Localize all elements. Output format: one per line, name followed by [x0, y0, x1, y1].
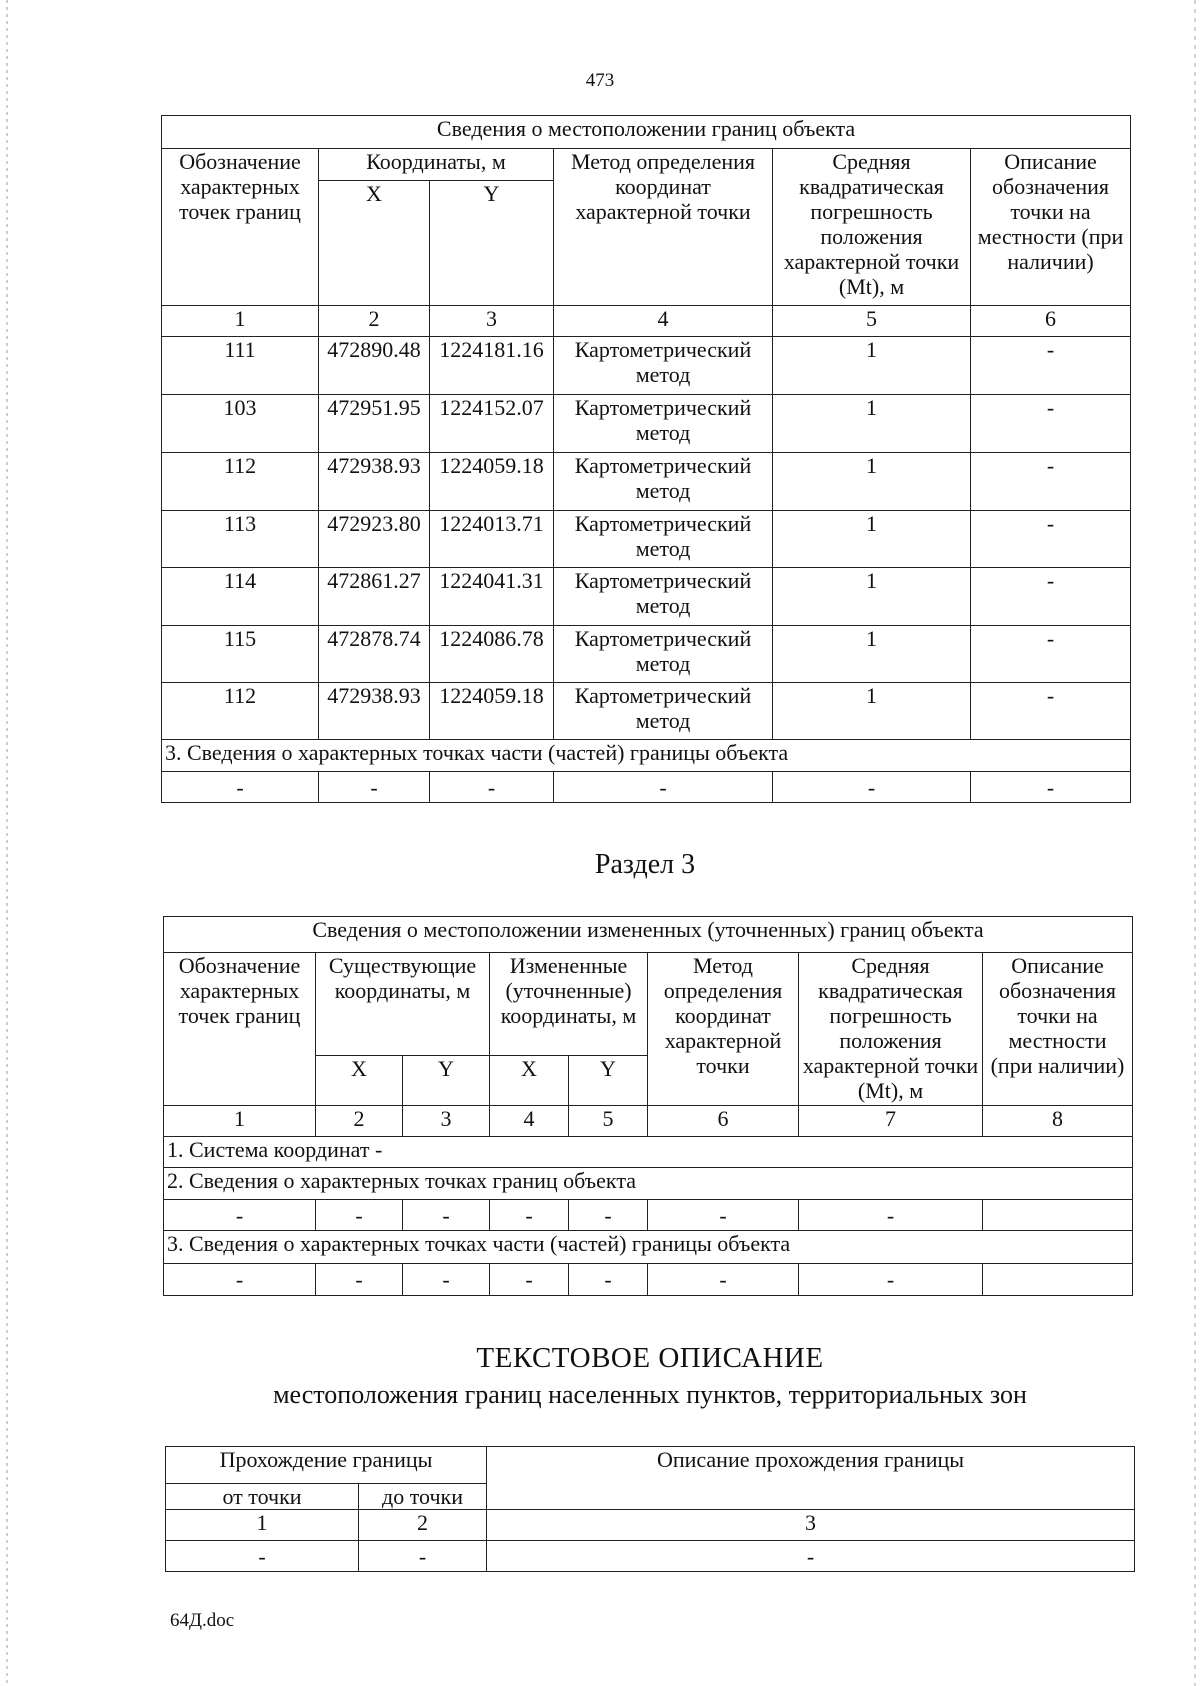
column-number: 8 [983, 1106, 1133, 1137]
mean-error: 1 [773, 337, 971, 395]
empty-value: - [430, 772, 554, 803]
empty-value: - [799, 1264, 983, 1296]
point-id: 113 [162, 511, 319, 568]
mean-error: 1 [773, 568, 971, 626]
column-number: 3 [430, 306, 554, 337]
empty-value: - [490, 1264, 569, 1296]
table-row [166, 1541, 1135, 1572]
header-point-designation: Обозначение характерных точек границ [164, 953, 316, 1106]
table-row [162, 683, 1131, 740]
mean-error: 1 [773, 626, 971, 683]
section-2-label: 2. Сведения о характерных точках границ объекта [164, 1168, 1133, 1200]
header-to-point: до точки [359, 1484, 487, 1510]
scan-edge-left [6, 0, 8, 1686]
empty-value: - [569, 1264, 648, 1296]
point-description: - [971, 568, 1131, 626]
point-id: 111 [162, 337, 319, 395]
point-id: 115 [162, 626, 319, 683]
coord-x: 472938.93 [319, 683, 430, 740]
point-description: - [971, 453, 1131, 511]
text-description-subheading: местоположения границ населенных пунктов, территориальных зон [273, 1380, 1027, 1409]
coord-x: 472951.95 [319, 395, 430, 453]
empty-value: - [164, 1264, 316, 1296]
coord-y: 1224152.07 [430, 395, 554, 453]
scan-edge-right [1194, 0, 1196, 1686]
empty-value [983, 1264, 1133, 1296]
boundary-coordinates-table [161, 115, 1131, 803]
coord-y: 1224059.18 [430, 683, 554, 740]
column-number: 2 [316, 1106, 403, 1137]
header-description: Описание обозначения точки на местности (при наличии) [971, 149, 1131, 306]
column-number: 6 [971, 306, 1131, 337]
empty-value [983, 1200, 1133, 1231]
mean-error: 1 [773, 511, 971, 568]
empty-value: - [403, 1200, 490, 1231]
coord-x: 472890.48 [319, 337, 430, 395]
column-number: 3 [403, 1106, 490, 1137]
coord-x: 472938.93 [319, 453, 430, 511]
table-row [162, 626, 1131, 683]
text-description-heading: ТЕКСТОВОЕ ОПИСАНИЕ [476, 1342, 824, 1374]
table-row [162, 453, 1131, 511]
boundary-passage-table [165, 1446, 1135, 1572]
column-number: 1 [162, 306, 319, 337]
header-changed-coordinates: Измененные (уточненные) координаты, м [490, 953, 648, 1056]
empty-value: - [569, 1200, 648, 1231]
coord-y: 1224013.71 [430, 511, 554, 568]
empty-value: - [490, 1200, 569, 1231]
table-title: Сведения о местоположении границ объекта [162, 116, 1131, 149]
header-passage-description: Описание прохождения границы [487, 1447, 1135, 1510]
empty-value: - [799, 1200, 983, 1231]
table-title: Сведения о местоположении измененных (уточненных) границ объекта [164, 917, 1133, 953]
header-method: Метод определения координат характерной точки [554, 149, 773, 306]
column-number: 5 [773, 306, 971, 337]
column-number: 6 [648, 1106, 799, 1137]
section-heading: Раздел 3 [594, 849, 696, 880]
empty-value: - [773, 772, 971, 803]
header-from-point: от точки [166, 1484, 359, 1510]
column-number: 4 [490, 1106, 569, 1137]
coord-y: 1224041.31 [430, 568, 554, 626]
changed-boundaries-table [163, 916, 1133, 1296]
header-y: Y [569, 1056, 648, 1106]
section-3-label: 3. Сведения о характерных точках части (частей) границы объекта [162, 740, 1131, 772]
table-row [164, 1264, 1133, 1296]
table-row [162, 511, 1131, 568]
section-3-label: 3. Сведения о характерных точках части (частей) границы объекта [164, 1231, 1133, 1264]
method: Картометрический метод [554, 453, 773, 511]
empty-value: - [487, 1541, 1135, 1572]
header-point-designation: Обозначение характерных точек границ [162, 149, 319, 306]
header-y: Y [403, 1056, 490, 1106]
empty-value: - [648, 1200, 799, 1231]
empty-value: - [316, 1264, 403, 1296]
header-y: Y [430, 181, 554, 306]
empty-value: - [162, 772, 319, 803]
empty-value: - [554, 772, 773, 803]
header-boundary-passage: Прохождение границы [166, 1447, 487, 1484]
method: Картометрический метод [554, 568, 773, 626]
point-id: 112 [162, 453, 319, 511]
table-row [162, 395, 1131, 453]
empty-value: - [319, 772, 430, 803]
header-mean-error: Средняя квадратическая погрешность положения характерной точки (Mt), м [773, 149, 971, 306]
column-number: 5 [569, 1106, 648, 1137]
column-number: 1 [166, 1510, 359, 1541]
coord-y: 1224181.16 [430, 337, 554, 395]
mean-error: 1 [773, 683, 971, 740]
empty-value: - [971, 772, 1131, 803]
header-existing-coordinates: Существующие координаты, м [316, 953, 490, 1056]
empty-value: - [316, 1200, 403, 1231]
column-number: 3 [487, 1510, 1135, 1541]
column-number: 1 [164, 1106, 316, 1137]
method: Картометрический метод [554, 337, 773, 395]
mean-error: 1 [773, 453, 971, 511]
page-number: 473 [585, 70, 615, 91]
point-description: - [971, 395, 1131, 453]
method: Картометрический метод [554, 683, 773, 740]
method: Картометрический метод [554, 626, 773, 683]
column-number: 4 [554, 306, 773, 337]
coord-x: 472878.74 [319, 626, 430, 683]
table-row [162, 772, 1131, 803]
header-x: X [490, 1056, 569, 1106]
point-description: - [971, 511, 1131, 568]
header-x: X [319, 181, 430, 306]
point-description: - [971, 337, 1131, 395]
header-coordinates: Координаты, м [319, 149, 554, 181]
coord-x: 472861.27 [319, 568, 430, 626]
table-row [164, 1200, 1133, 1231]
coord-y: 1224059.18 [430, 453, 554, 511]
method: Картометрический метод [554, 511, 773, 568]
coord-y: 1224086.78 [430, 626, 554, 683]
mean-error: 1 [773, 395, 971, 453]
column-number: 2 [359, 1510, 487, 1541]
column-number: 7 [799, 1106, 983, 1137]
method: Картометрический метод [554, 395, 773, 453]
point-id: 112 [162, 683, 319, 740]
header-method: Метод определения координат характерной точки [648, 953, 799, 1106]
empty-value: - [166, 1541, 359, 1572]
header-description: Описание обозначения точки на местности (при наличии) [983, 953, 1133, 1106]
section-1-label: 1. Система координат - [164, 1137, 1133, 1168]
point-id: 103 [162, 395, 319, 453]
table-row [162, 337, 1131, 395]
coord-x: 472923.80 [319, 511, 430, 568]
header-mean-error: Средняя квадратическая погрешность положения характерной точки (Mt), м [799, 953, 983, 1106]
header-x: X [316, 1056, 403, 1106]
table-row [162, 568, 1131, 626]
empty-value: - [403, 1264, 490, 1296]
point-id: 114 [162, 568, 319, 626]
empty-value: - [164, 1200, 316, 1231]
footer-filename: 64Д.doc [170, 1610, 235, 1631]
empty-value: - [359, 1541, 487, 1572]
point-description: - [971, 683, 1131, 740]
column-number: 2 [319, 306, 430, 337]
point-description: - [971, 626, 1131, 683]
empty-value: - [648, 1264, 799, 1296]
